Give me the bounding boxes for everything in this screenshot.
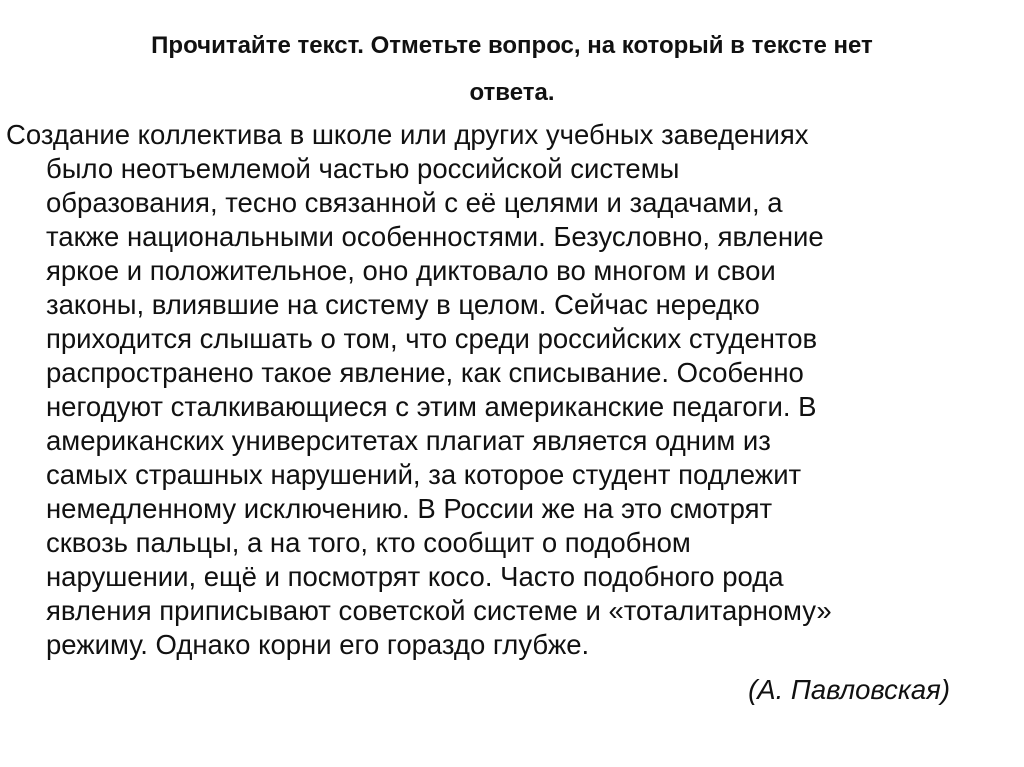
passage-line: самых страшных нарушений, за которое студент подлежит [46, 459, 802, 490]
passage-line: явления приписывают советской системе и «тоталитарному» [46, 595, 832, 626]
passage-line: яркое и положительное, оно диктовало во многом и свои [46, 255, 776, 286]
passage-line: законы, влиявшие на систему в целом. Сейчас нередко [46, 289, 760, 320]
reading-passage [6, 118, 1006, 662]
author-attribution: (А. Павловская) [748, 674, 950, 705]
passage-line: образования, тесно связанной с её целями и задачами, а [46, 187, 783, 218]
slide-title [40, 22, 984, 116]
passage-line: приходится слышать о том, что среди российских студентов [46, 323, 818, 354]
passage-line: нарушении, ещё и посмотрят косо. Часто подобного рода [46, 561, 784, 592]
passage-line: негодуют сталкивающиеся с этим американские педагоги. В [46, 391, 817, 422]
passage-line: было неотъемлемой частью российской системы [46, 153, 680, 184]
title-line: ответа. [469, 79, 555, 106]
passage-line: также национальными особенностями. Безусловно, явление [46, 221, 824, 252]
passage-line: Создание коллектива в школе или других учебных заведениях [6, 119, 809, 150]
title-line: Прочитайте текст. Отметьте вопрос, на который в тексте нет [151, 32, 873, 59]
passage-line: режиму. Однако корни его гораздо глубже. [46, 629, 590, 660]
passage-line: сквозь пальцы, а на того, кто сообщит о подобном [46, 527, 691, 558]
passage-line: распространено такое явление, как списывание. Особенно [46, 357, 804, 388]
passage-line: американских университетах плагиат является одним из [46, 425, 771, 456]
passage-line: немедленному исключению. В России же на это смотрят [46, 493, 773, 524]
